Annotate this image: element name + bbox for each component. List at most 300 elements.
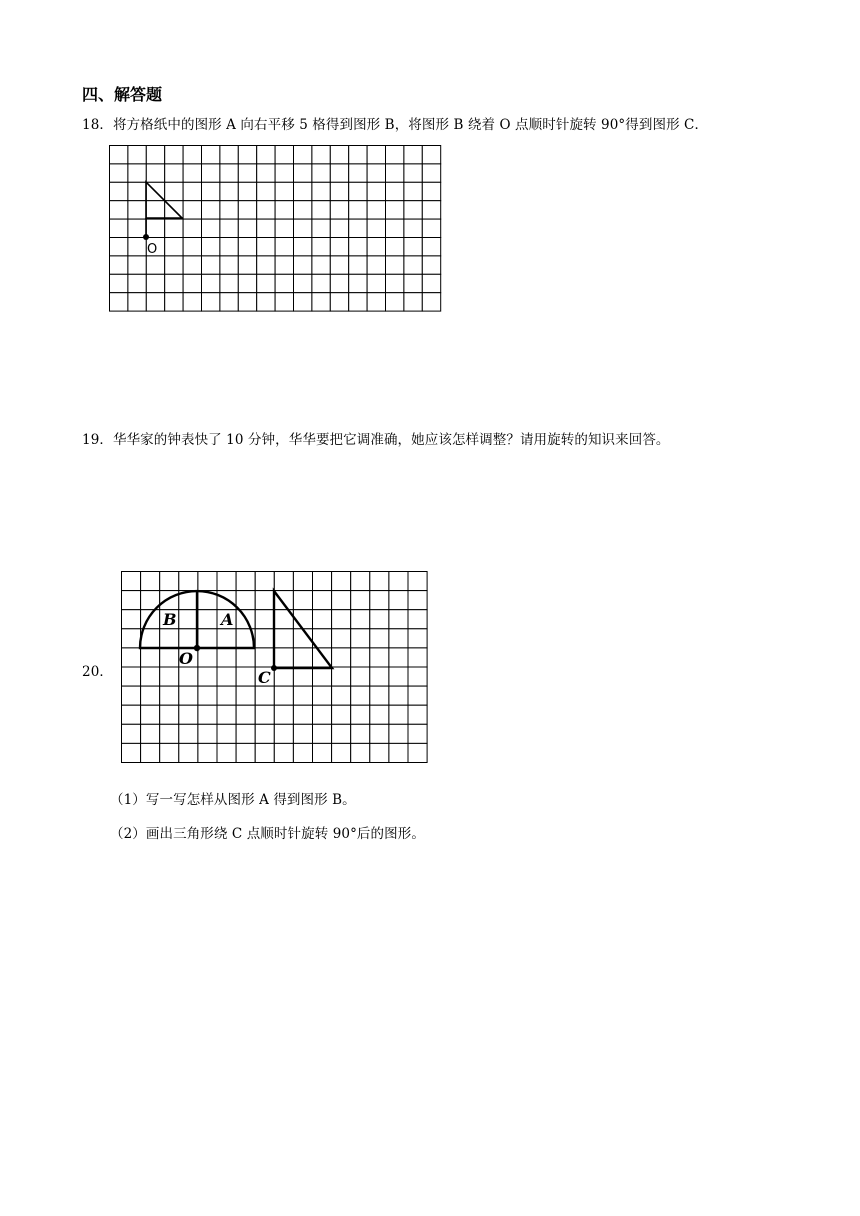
grid-cell [312, 146, 330, 164]
grid-cell [408, 648, 427, 667]
grid-cell [274, 667, 293, 686]
grid-cell [236, 591, 255, 610]
grid-cell [332, 572, 351, 591]
grid-cell [183, 219, 201, 237]
grid-cell [294, 146, 312, 164]
grid-cell [217, 648, 236, 667]
grid-cell [408, 610, 427, 629]
grid-cell [313, 686, 332, 705]
grid-cell [165, 293, 183, 311]
grid-cell [217, 572, 236, 591]
grid-cell [404, 201, 422, 219]
grid-cell [386, 201, 404, 219]
grid-cell [146, 146, 164, 164]
grid-cell [330, 219, 348, 237]
grid-cell [332, 610, 351, 629]
point-c-dot [271, 665, 277, 671]
grid-cell [389, 705, 408, 724]
grid-cell [141, 572, 160, 591]
grid-cell [179, 610, 198, 629]
grid-cell [330, 238, 348, 256]
grid-cell [202, 219, 220, 237]
grid-cell [220, 182, 238, 200]
grid-cell [370, 629, 389, 648]
grid-cell [294, 274, 312, 292]
grid-cell [332, 648, 351, 667]
grid-cell [146, 219, 164, 237]
grid-cell [422, 182, 440, 200]
grid-cell [110, 274, 128, 292]
grid-cell [367, 238, 385, 256]
grid-cell [179, 572, 198, 591]
grid-cell [330, 293, 348, 311]
grid-cell [183, 201, 201, 219]
grid-cell [293, 572, 312, 591]
grid-cell [330, 274, 348, 292]
grid-cell [202, 238, 220, 256]
grid-cell [349, 219, 367, 237]
grid-cell [110, 164, 128, 182]
grid-cell [367, 146, 385, 164]
grid-cell [370, 724, 389, 743]
grid-cell [422, 256, 440, 274]
grid-cell [351, 572, 370, 591]
grid-cell [128, 201, 146, 219]
grid-cell [367, 164, 385, 182]
grid-cell [236, 648, 255, 667]
grid-cell [408, 686, 427, 705]
grid-cell [141, 705, 160, 724]
grid-cell [202, 293, 220, 311]
grid-cell [422, 164, 440, 182]
question-20-part-2: （2）画出三角形绕 C 点顺时针旋转 90°后的图形。 [110, 826, 425, 842]
grid-cell [404, 274, 422, 292]
grid-cell [386, 256, 404, 274]
grid-cell [312, 256, 330, 274]
grid-cell [312, 274, 330, 292]
grid-cell [236, 667, 255, 686]
grid-cell [274, 743, 293, 762]
grid-cell [330, 164, 348, 182]
question-20-grid-figure [121, 571, 429, 764]
grid-cell [255, 572, 274, 591]
grid-cell [274, 648, 293, 667]
grid-cell [122, 572, 141, 591]
grid-cell [370, 591, 389, 610]
grid-cell [367, 256, 385, 274]
grid-cell [422, 274, 440, 292]
grid-cell [389, 572, 408, 591]
grid-cell [275, 146, 293, 164]
grid-cell [275, 256, 293, 274]
grid-cell [332, 686, 351, 705]
grid-cell [404, 238, 422, 256]
grid-cell [330, 182, 348, 200]
grid-cell [312, 164, 330, 182]
grid-cell [275, 219, 293, 237]
grid-cell [160, 629, 179, 648]
grid-cell [165, 182, 183, 200]
grid-cell [389, 629, 408, 648]
label-b: B [163, 610, 177, 629]
grid-cell [146, 201, 164, 219]
grid-cell [386, 146, 404, 164]
grid-cell [179, 629, 198, 648]
grid-cell [236, 686, 255, 705]
grid-cell [404, 256, 422, 274]
grid-cell [179, 724, 198, 743]
grid-cell [349, 146, 367, 164]
grid-cell [179, 705, 198, 724]
grid-cell [332, 667, 351, 686]
grid-cell [257, 201, 275, 219]
grid-cell [422, 146, 440, 164]
grid-cell [202, 164, 220, 182]
grid-cell [220, 256, 238, 274]
grid-cell [198, 610, 217, 629]
grid-cell [165, 164, 183, 182]
grid-cell [312, 219, 330, 237]
grid-cell [122, 629, 141, 648]
grid-cell [404, 219, 422, 237]
grid-cell [386, 164, 404, 182]
grid-cell [294, 182, 312, 200]
grid-cell [183, 274, 201, 292]
grid-cell [198, 667, 217, 686]
grid-cell [294, 219, 312, 237]
grid-cell [294, 201, 312, 219]
grid-cell [110, 146, 128, 164]
grid-cell [367, 274, 385, 292]
grid-cell [220, 293, 238, 311]
grid-cell [274, 705, 293, 724]
grid-cell [332, 743, 351, 762]
grid-cell [257, 182, 275, 200]
grid-cell [202, 256, 220, 274]
grid-cell [257, 219, 275, 237]
grid-cell [179, 686, 198, 705]
grid-cell [386, 238, 404, 256]
grid-cell [367, 293, 385, 311]
grid-cell [202, 274, 220, 292]
grid-cell [165, 256, 183, 274]
grid-cell [386, 219, 404, 237]
grid-cell [293, 705, 312, 724]
grid-cell [293, 724, 312, 743]
grid-cell [367, 182, 385, 200]
grid-cell [110, 293, 128, 311]
grid-cell [370, 572, 389, 591]
grid-cell [257, 164, 275, 182]
grid-cell [128, 274, 146, 292]
grid-cell [408, 724, 427, 743]
question-20-number: 20． [82, 664, 113, 680]
grid-cell [198, 743, 217, 762]
grid-cell [370, 686, 389, 705]
grid-cell [110, 256, 128, 274]
grid-cell [389, 686, 408, 705]
grid-cell [146, 256, 164, 274]
grid-cell [238, 219, 256, 237]
grid-cell [275, 274, 293, 292]
grid-cell [238, 201, 256, 219]
grid-cell [202, 146, 220, 164]
grid-cell [351, 629, 370, 648]
grid-cell [122, 610, 141, 629]
grid-cell [160, 705, 179, 724]
grid-cell [183, 146, 201, 164]
grid-cell [198, 686, 217, 705]
grid-cell [408, 572, 427, 591]
grid-cell [274, 686, 293, 705]
grid-cell [349, 182, 367, 200]
grid-cell [217, 724, 236, 743]
grid-cell [389, 724, 408, 743]
grid-cell [128, 219, 146, 237]
grid-cell [202, 201, 220, 219]
section-title: 四、解答题 [82, 85, 163, 104]
grid-cell [408, 667, 427, 686]
grid-cell [313, 667, 332, 686]
grid-cell [110, 219, 128, 237]
grid-cell [165, 238, 183, 256]
grid-cell [389, 591, 408, 610]
grid-cell [255, 724, 274, 743]
grid-cell [293, 686, 312, 705]
grid-cell [217, 667, 236, 686]
grid-cell [404, 293, 422, 311]
grid-cell [128, 182, 146, 200]
grid-cell [312, 293, 330, 311]
grid-cell [404, 164, 422, 182]
grid-cell [257, 238, 275, 256]
grid-cell [422, 293, 440, 311]
grid-cell [183, 238, 201, 256]
grid-cell [294, 164, 312, 182]
grid-cell [236, 572, 255, 591]
grid-cell [238, 182, 256, 200]
point-o-dot [143, 234, 149, 240]
label-c: C [258, 668, 271, 687]
grid-cell [275, 164, 293, 182]
grid-cell [238, 293, 256, 311]
grid-cell [122, 648, 141, 667]
grid-cell [238, 146, 256, 164]
grid-cell [293, 743, 312, 762]
grid-cell [238, 164, 256, 182]
grid-cell [275, 293, 293, 311]
grid-cell [257, 274, 275, 292]
grid-cell [294, 256, 312, 274]
grid-cell [370, 610, 389, 629]
grid-cell [255, 610, 274, 629]
grid-cell [370, 667, 389, 686]
grid-cell [198, 648, 217, 667]
grid-cell [349, 293, 367, 311]
grid-cell [165, 219, 183, 237]
grid-cell [220, 164, 238, 182]
grid-cell [332, 724, 351, 743]
grid-cell [238, 256, 256, 274]
grid-lines [110, 146, 441, 312]
grid-cell [422, 219, 440, 237]
grid-cell [146, 293, 164, 311]
grid-cell [274, 629, 293, 648]
grid-cell [274, 572, 293, 591]
grid-cell [255, 686, 274, 705]
grid-cell [128, 164, 146, 182]
grid-cell [160, 591, 179, 610]
grid-cell [422, 201, 440, 219]
grid-cell [183, 293, 201, 311]
grid-cell [255, 705, 274, 724]
grid-cell [313, 591, 332, 610]
grid-cell [220, 146, 238, 164]
grid-cell [160, 724, 179, 743]
grid-cell [122, 667, 141, 686]
grid-cell [408, 629, 427, 648]
grid-cell [293, 648, 312, 667]
grid-cell [330, 256, 348, 274]
grid-cell [312, 201, 330, 219]
grid-cell [386, 274, 404, 292]
grid-cell [367, 201, 385, 219]
grid-cell [351, 667, 370, 686]
grid-cell [293, 591, 312, 610]
grid-cell [110, 201, 128, 219]
grid-cell [128, 256, 146, 274]
grid-cell [128, 293, 146, 311]
grid-cell [236, 724, 255, 743]
grid-cell [404, 146, 422, 164]
label-o: O [179, 649, 193, 668]
grid-cell [389, 667, 408, 686]
grid-cell [351, 686, 370, 705]
grid-cell [122, 743, 141, 762]
grid-cell [122, 705, 141, 724]
grid-cell [330, 146, 348, 164]
grid-cell [293, 667, 312, 686]
grid-cell [389, 743, 408, 762]
grid-cell [141, 667, 160, 686]
grid-cell [220, 201, 238, 219]
grid-cell [122, 591, 141, 610]
grid-cell [128, 146, 146, 164]
grid-cell [349, 274, 367, 292]
grid-cell [404, 182, 422, 200]
grid-cell [389, 610, 408, 629]
grid-cell [220, 219, 238, 237]
grid-cell [408, 705, 427, 724]
grid-cell [217, 705, 236, 724]
grid-cell [351, 591, 370, 610]
question-19-text: 19．华华家的钟表快了 10 分钟，华华要把它调准确，她应该怎样调整？请用旋转的知识来回答。 [82, 432, 670, 448]
grid-cell [332, 629, 351, 648]
grid-cell [313, 724, 332, 743]
grid-cell [146, 274, 164, 292]
grid-cell [275, 201, 293, 219]
grid-cell [236, 743, 255, 762]
grid-cell [370, 648, 389, 667]
grid-cell [128, 238, 146, 256]
grid-cell [349, 164, 367, 182]
grid-cell [236, 705, 255, 724]
grid-cell [198, 724, 217, 743]
grid-cell [332, 591, 351, 610]
grid-cell [294, 293, 312, 311]
grid-cell [389, 648, 408, 667]
grid-cell [313, 743, 332, 762]
grid-cell [160, 572, 179, 591]
grid-cell [183, 256, 201, 274]
grid-cell [349, 201, 367, 219]
grid-cell [146, 164, 164, 182]
grid-cell [141, 686, 160, 705]
grid-cell [408, 591, 427, 610]
grid-cell [275, 182, 293, 200]
grid-cell [238, 274, 256, 292]
grid-cell [257, 293, 275, 311]
grid-cell [238, 238, 256, 256]
grid-cell [198, 629, 217, 648]
grid-cell [198, 572, 217, 591]
question-18-grid-figure [109, 145, 442, 312]
grid-cell [198, 705, 217, 724]
grid-cell [351, 648, 370, 667]
grid-cell [202, 182, 220, 200]
grid-cell [179, 743, 198, 762]
grid-cell [351, 705, 370, 724]
grid-cell [165, 274, 183, 292]
grid-cell [179, 667, 198, 686]
grid-cell [165, 146, 183, 164]
point-o-label: O [147, 242, 158, 257]
grid-cell [349, 238, 367, 256]
question-20-part-1: （1）写一写怎样从图形 A 得到图形 B。 [110, 792, 356, 808]
grid-cell [122, 686, 141, 705]
grid-cell [255, 629, 274, 648]
label-a: A [221, 610, 234, 629]
grid-cell [160, 743, 179, 762]
grid-cell [255, 743, 274, 762]
grid-cell [110, 238, 128, 256]
grid-cell [217, 686, 236, 705]
grid-cell [220, 238, 238, 256]
grid-cell [274, 724, 293, 743]
question-18-text: 18．将方格纸中的图形 A 向右平移 5 格得到图形 B，将图形 B 绕着 O 点顺时针旋转 90°得到图形 C． [82, 117, 709, 133]
grid-cell [349, 256, 367, 274]
grid-cell [422, 238, 440, 256]
grid-cell [122, 724, 141, 743]
grid-cell [275, 238, 293, 256]
grid-cell [313, 610, 332, 629]
grid-cell [408, 743, 427, 762]
grid-cell [217, 743, 236, 762]
grid-cell [217, 629, 236, 648]
grid-cell [386, 293, 404, 311]
grid-cell [294, 238, 312, 256]
grid-cell [370, 743, 389, 762]
grid-cell [312, 182, 330, 200]
grid-cell [257, 146, 275, 164]
grid-cell [370, 705, 389, 724]
grid-cell [367, 219, 385, 237]
grid-cell [313, 572, 332, 591]
grid-cell [141, 724, 160, 743]
grid-cell [386, 182, 404, 200]
grid-cell [351, 610, 370, 629]
grid-cell [141, 743, 160, 762]
